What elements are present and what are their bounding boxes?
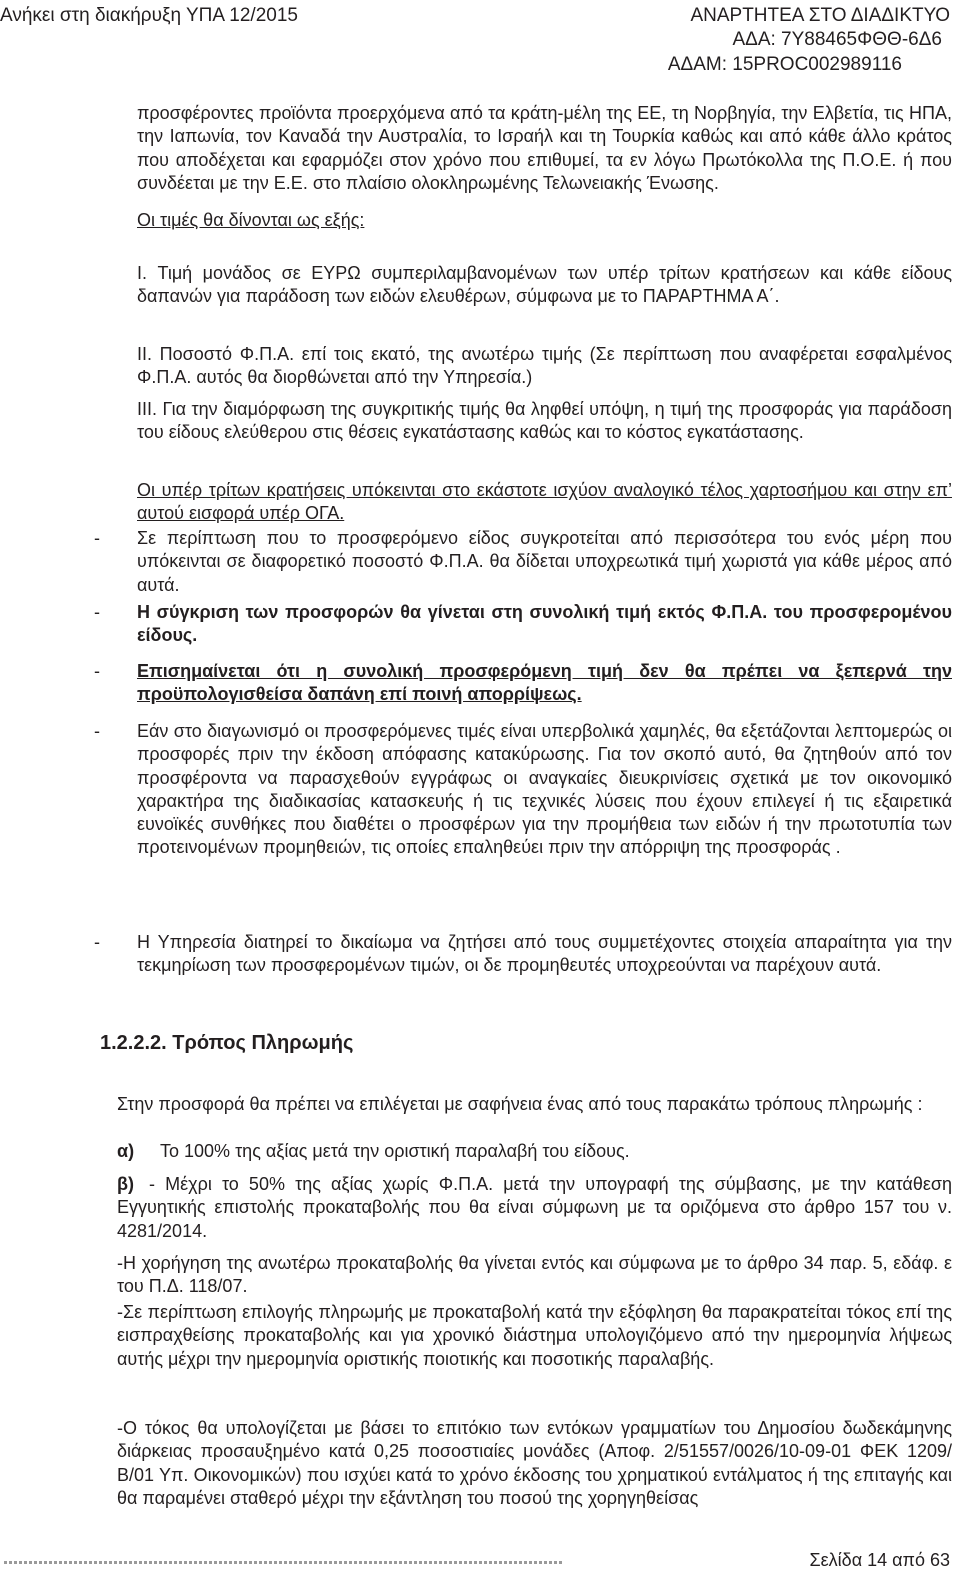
bullet-dash: - xyxy=(94,602,100,622)
bullet-vat-parts: Σε περίπτωση που το προσφερόμενο είδος συγκροτείται από περισσότερα του ενός μέρη που υπόκεινται σε διαφορετικό ποσοστό Φ.Π.Α. θα δίδεται υποχρεωτικά τιμή χωριστά για κάθε μέρος από αυτά. xyxy=(137,528,952,595)
bullet-budget-limit: Επισημαίνεται ότι η συνολική προσφερόμενη τιμή δεν θα πρέπει να ξεπερνά την προϋπολογισθείσα δαπάνη επί ποινή απορρίψεως. xyxy=(137,661,952,705)
header-ada: ΑΔΑ: 7Υ88465ΦΘΘ-6Δ6 xyxy=(732,29,942,50)
bullet-dash: - xyxy=(94,932,100,952)
bullet-low-prices: Εάν στο διαγωνισμό οι προσφερόμενες τιμές είναι υπερβολικά χαμηλές, θα εξετάζονται λεπτομερώς οι προσφορές πριν την έκδοση απόφασης κατακύρωσης. Για τον σκοπό αυτό, θα ζητηθούν από τον προσφέροντα να παρασχεθούν εγγράφως οι αναγκαίες διευκρινίσεις σχετικά με τον οικονομικό χαρακτήρα της διαδικασίας κατασκευής ή τις τεχνικές λύσεις που έχουν επιλεγεί ή τις εξαιρετικά ευνοϊκές συνθήκες που διαθέτει ο προσφέρων για την προμήθεια των ειδών ή την πρωτοτυπία των προτεινομένων προμηθειών, τις οποίες επαληθεύει πριν την απόρριψη της προσφοράς . xyxy=(137,721,952,858)
header-adam: ΑΔΑΜ: 15PROC002989116 xyxy=(667,54,902,75)
bullet-documentation: Η Υπηρεσία διατηρεί το δικαίωμα να ζητήσει από τους συμμετέχοντες στοιχεία απαραίτητα για την τεκμηρίωση των προσφερομένων τιμών, οι δε προμηθευτές υποχρεούνται να παρέχουν αυτά. xyxy=(137,932,952,976)
advance-payment-terms: -Η χορήγηση της ανωτέρω προκαταβολής θα γίνεται εντός και σύμφωνα με το άρθρο 34 παρ. 5, εδάφ. ε του Π.Δ. 118/07. xyxy=(117,1253,952,1297)
bullet-dash: - xyxy=(94,721,100,741)
header-left: Ανήκει στη διακήρυξη ΥΠΑ 12/2015 xyxy=(0,5,298,26)
payment-option-b-label: β) xyxy=(117,1174,134,1194)
price-item-i: I. Τιμή μονάδος σε ΕΥΡΩ συμπεριλαμβανομένων των υπέρ τρίτων κρατήσεων και κάθε είδους δαπανών για παράδοση των ειδών ελευθέρων, σύμφωνα με το ΠΑΡΑΡΤΗΜΑ Α΄. xyxy=(137,263,952,307)
document-stamp-line xyxy=(4,1561,564,1564)
interest-rate-terms: -Ο τόκος θα υπολογίζεται με βάσει το επιτόκιο των εντόκων γραμματίων του Δημοσίου δωδεκάμηνης διάρκειας προσαυξημένο κατά 0,25 ποσοστιαίες μονάδες (Αποφ. 2/51557/0026/10-09-01 ΦΕΚ 1209/Β/01 Υπ. Οικονομικών) που ισχύει κατά το χρόνο έκδοσης του χρηματικού εντάλματος ή της επιταγής και θα παραμένει σταθερό μέχρι την εξάντληση του ποσού της χορηγηθείσας xyxy=(117,1418,952,1508)
price-item-ii: II. Ποσοστό Φ.Π.Α. επί τοις εκατό, της ανωτέρω τιμής (Σε περίπτωση που αναφέρεται εσφαλμένος Φ.Π.Α. αυτός θα διορθώνεται από την Υπηρεσία.) xyxy=(137,344,952,388)
payment-option-b-text: - Μέχρι το 50% της αξίας χωρίς Φ.Π.Α. μετά την υπογραφή της σύμβασης, με την κατάθεση Εγγυητικής επιστολής προκαταβολής που θα είναι σύμφωνη με τα οριζόμενα στο άρθρο 157 του ν. 4281/2014. xyxy=(117,1174,952,1241)
bullet-dash: - xyxy=(94,528,100,548)
intro-paragraph: προσφέροντες προϊόντα προερχόμενα από τα κράτη-μέλη της ΕΕ, τη Νορβηγία, την Ελβετία, τις ΗΠΑ, την Ιαπωνία, τον Καναδά την Αυστραλία, το Ισραήλ και τη Τουρκία καθώς και από κάθε άλλο κράτος που αποδέχεται και εφαρμόζει στον χρόνο που επιθυμεί, τα εν λόγω Πρωτόκολλα της Π.Ο.Ε. ή που συνδέεται με την Ε.Ε. στο πλαίσιο ολοκληρωμένης Τελωνειακής Ένωσης. xyxy=(137,103,952,193)
deductions-note: Οι υπέρ τρίτων κρατήσεις υπόκεινται στο εκάστοτε ισχύον αναλογικό τέλος χαρτοσήμου και στην επ’ αυτού εισφορά υπέρ ΟΓΑ. xyxy=(137,480,952,524)
payment-option-a-text: Το 100% της αξίας μετά την οριστική παραλαβή του είδους. xyxy=(160,1141,630,1161)
bullet-dash: - xyxy=(94,661,100,681)
price-item-iii: III. Για την διαμόρφωση της συγκριτικής τιμής θα ληφθεί υπόψη, η τιμή της προσφοράς για παράδοση του είδους ελεύθερου στις θέσεις εγκατάστασης καθώς και το κόστος εγκατάστασης. xyxy=(137,399,952,443)
interest-retention-terms: -Σε περίπτωση επιλογής πληρωμής με προκαταβολή κατά την εξόφληση θα παρακρατείται τόκος επί της εισπραχθείσης προκαταβολής και για χρονικό διάστημα υπολογιζόμενο από την ημερομηνία λήψεως αυτής μέχρι την ημερομηνία οριστικής ποιοτικής και ποσοτικής παραλαβής. xyxy=(117,1302,952,1369)
page-number: Σελίδα 14 από 63 xyxy=(809,1550,950,1570)
payment-heading: 1.2.2.2. Τρόπος Πληρωμής xyxy=(100,1032,354,1054)
payment-intro: Στην προσφορά θα πρέπει να επιλέγεται με σαφήνεια ένας από τους παρακάτω τρόπους πληρωμής : xyxy=(117,1094,923,1114)
prices-heading: Οι τιμές θα δίνονται ως εξής: xyxy=(137,210,365,230)
payment-option-a-label: α) xyxy=(117,1141,135,1161)
bullet-comparison: Η σύγκριση των προσφορών θα γίνεται στη συνολική τιμή εκτός Φ.Π.Α. του προσφερομένου είδους. xyxy=(137,602,952,646)
header-publish-notice: ΑΝΑΡΤΗΤΕΑ ΣΤΟ ΔΙΑΔΙΚΤΥΟ xyxy=(690,5,950,26)
